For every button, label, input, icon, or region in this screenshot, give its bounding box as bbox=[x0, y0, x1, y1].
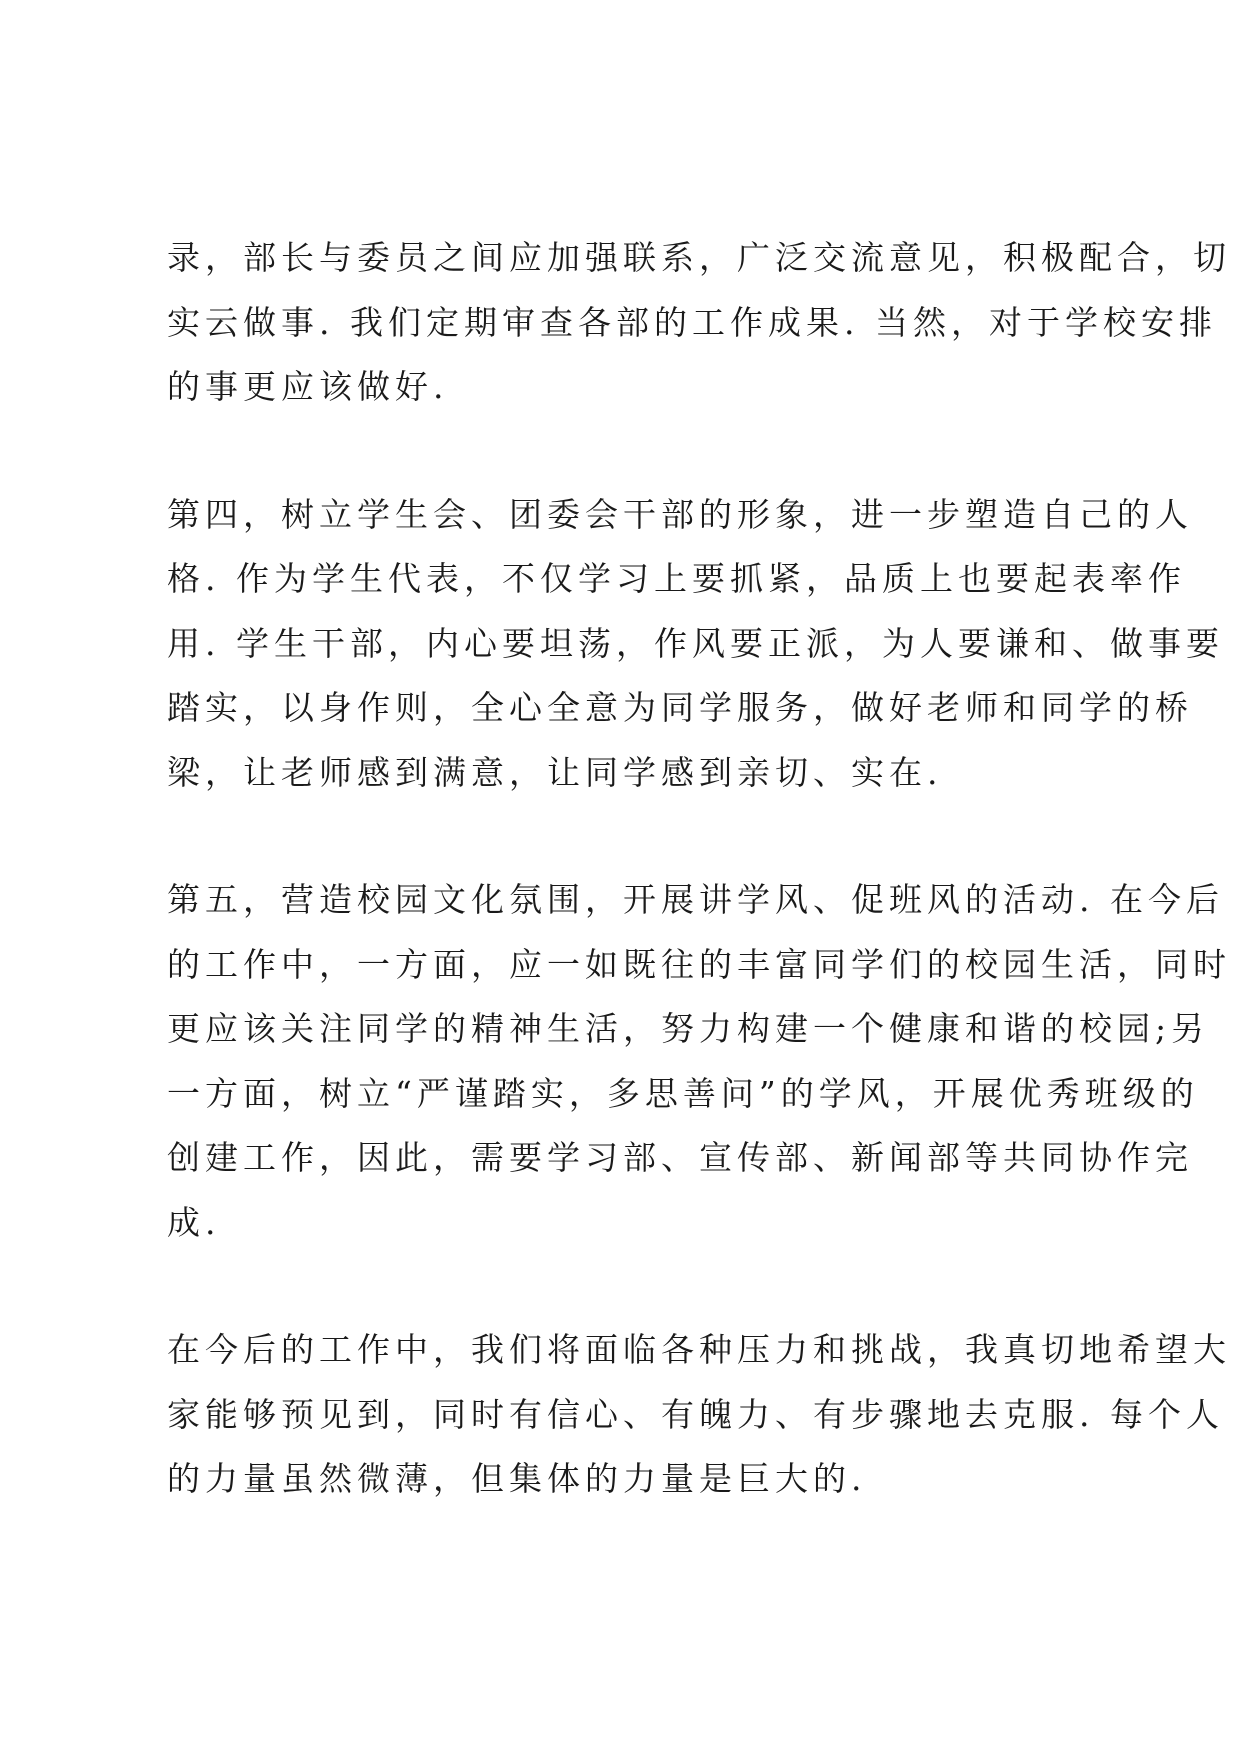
text-line: 梁，让老师感到满意，让同学感到亲切、实在. bbox=[167, 752, 943, 792]
text-line: 的力量虽然微薄，但集体的力量是巨大的. bbox=[167, 1459, 867, 1498]
text-line: 的事更应该做好. bbox=[167, 367, 449, 406]
text-line: 家能够预见到，同时有信心、有魄力、有步骤地去克服. 每个人 bbox=[167, 1394, 1224, 1434]
paragraph-continued-duties bbox=[167, 226, 1231, 420]
paragraph-fourth-point bbox=[167, 483, 1224, 806]
text-line: 格. 作为学生代表，不仅学习上要抓紧，品质上也要起表率作 bbox=[167, 559, 1186, 598]
text-line: 成. bbox=[167, 1202, 221, 1242]
text-line: 用. 学生干部，内心要坦荡，作风要正派，为人要谦和、做事要 bbox=[167, 623, 1224, 663]
text-line: 一方面，树立“严谨踏实，多思善问”的学风，开展优秀班级的 bbox=[167, 1073, 1199, 1113]
text-line: 第四，树立学生会、团委会干部的形象，进一步塑造自己的人 bbox=[167, 494, 1193, 534]
document-body bbox=[167, 226, 1231, 1575]
paragraph-fifth-point bbox=[167, 868, 1231, 1255]
text-line: 在今后的工作中，我们将面临各种压力和挑战，我真切地希望大 bbox=[167, 1330, 1231, 1369]
text-line: 录，部长与委员之间应加强联系，广泛交流意见，积极配合，切 bbox=[167, 238, 1231, 277]
text-line: 创建工作，因此，需要学习部、宣传部、新闻部等共同协作完 bbox=[167, 1138, 1193, 1177]
text-line: 实云做事. 我们定期审查各部的工作成果. 当然，对于学校安排 bbox=[167, 302, 1217, 342]
text-line: 第五，营造校园文化氛围，开展讲学风、促班风的活动. 在今后 bbox=[167, 880, 1224, 919]
text-line: 更应该关注同学的精神生活，努力构建一个健康和谐的校园;另 bbox=[167, 1009, 1210, 1048]
text-line: 的工作中，一方面，应一如既往的丰富同学们的校园生活，同时 bbox=[167, 944, 1231, 984]
paragraph-conclusion bbox=[167, 1318, 1231, 1512]
text-line: 踏实，以身作则，全心全意为同学服务，做好老师和同学的桥 bbox=[167, 688, 1193, 727]
